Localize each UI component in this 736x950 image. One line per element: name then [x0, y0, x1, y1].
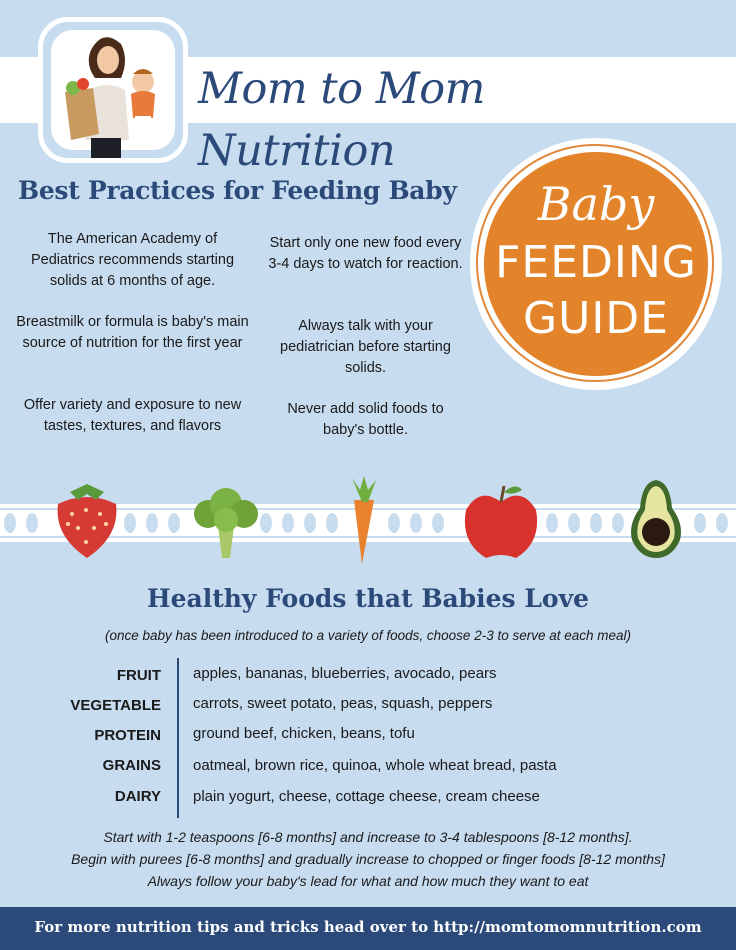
category-items-protein: ground beef, chicken, beans, tofu — [193, 725, 415, 742]
strawberry-icon — [52, 480, 122, 560]
badge-line-baby: Baby — [537, 177, 655, 231]
note-portion: Start with 1-2 teaspoons [6-8 months] and increase to 3-4 tablespoons [8-12 months]. — [103, 829, 633, 845]
healthy-foods-heading: Healthy Foods that Babies Love — [146, 584, 590, 613]
logo[interactable] — [38, 17, 188, 163]
best-practices-heading: Best Practices for Feeding Baby — [18, 176, 457, 205]
category-label-grains: GRAINS — [102, 757, 161, 774]
category-divider — [177, 658, 179, 818]
apple-icon — [460, 480, 542, 562]
mom-and-baby-icon — [51, 30, 185, 160]
tip-left-2: Breastmilk or formula is baby's main source of nutrition for the first year — [16, 314, 249, 351]
category-items-fruit: apples, bananas, blueberries, avocado, pears — [193, 665, 497, 682]
logo-inner — [51, 30, 175, 150]
badge-line-guide: GUIDE — [523, 293, 669, 344]
category-items-grains: oatmeal, brown rice, quinoa, whole wheat bread, pasta — [193, 757, 557, 774]
category-label-vegetable: VEGETABLE — [70, 697, 161, 714]
tip-right-2: Always talk with your pediatrician before starting solids. — [280, 318, 451, 376]
healthy-foods-subheading: (once baby has been introduced to a variety of foods, choose 2-3 to serve at each meal) — [104, 628, 632, 643]
avocado-icon — [626, 478, 686, 560]
tip-right-3: Never add solid foods to baby's bottle. — [287, 401, 444, 438]
tip-right-1: Start only one new food every 3-4 days to watch for reaction. — [268, 235, 463, 272]
note-texture: Begin with purees [6-8 months] and gradually increase to chopped or finger foods [8-12 months] — [71, 851, 665, 867]
note-follow-lead: Always follow your baby's lead for what and how much they want to eat — [147, 873, 589, 889]
category-items-vegetable: carrots, sweet potato, peas, squash, peppers — [193, 695, 493, 712]
category-label-protein: PROTEIN — [94, 727, 161, 744]
category-items-dairy: plain yogurt, cheese, cottage cheese, cream cheese — [193, 788, 540, 805]
site-title: Mom to Mom Nutrition — [198, 64, 485, 176]
category-label-fruit: FRUIT — [116, 667, 161, 684]
tip-left-3: Offer variety and exposure to new tastes, textures, and flavors — [23, 397, 242, 434]
badge-line-feeding: FEEDING — [495, 237, 697, 288]
tip-left-1: The American Academy of Pediatrics recommends starting solids at 6 months of age. — [30, 231, 235, 289]
badge-fill — [484, 152, 708, 376]
broccoli-icon — [188, 486, 264, 562]
category-label-dairy: DAIRY — [114, 788, 161, 805]
footer-link[interactable]: For more nutrition tips and tricks head over to http://momtomomnutrition.com — [34, 918, 702, 936]
baby-feeding-guide-badge — [470, 138, 722, 390]
footer-bar — [0, 907, 736, 950]
carrot-icon — [340, 474, 386, 566]
